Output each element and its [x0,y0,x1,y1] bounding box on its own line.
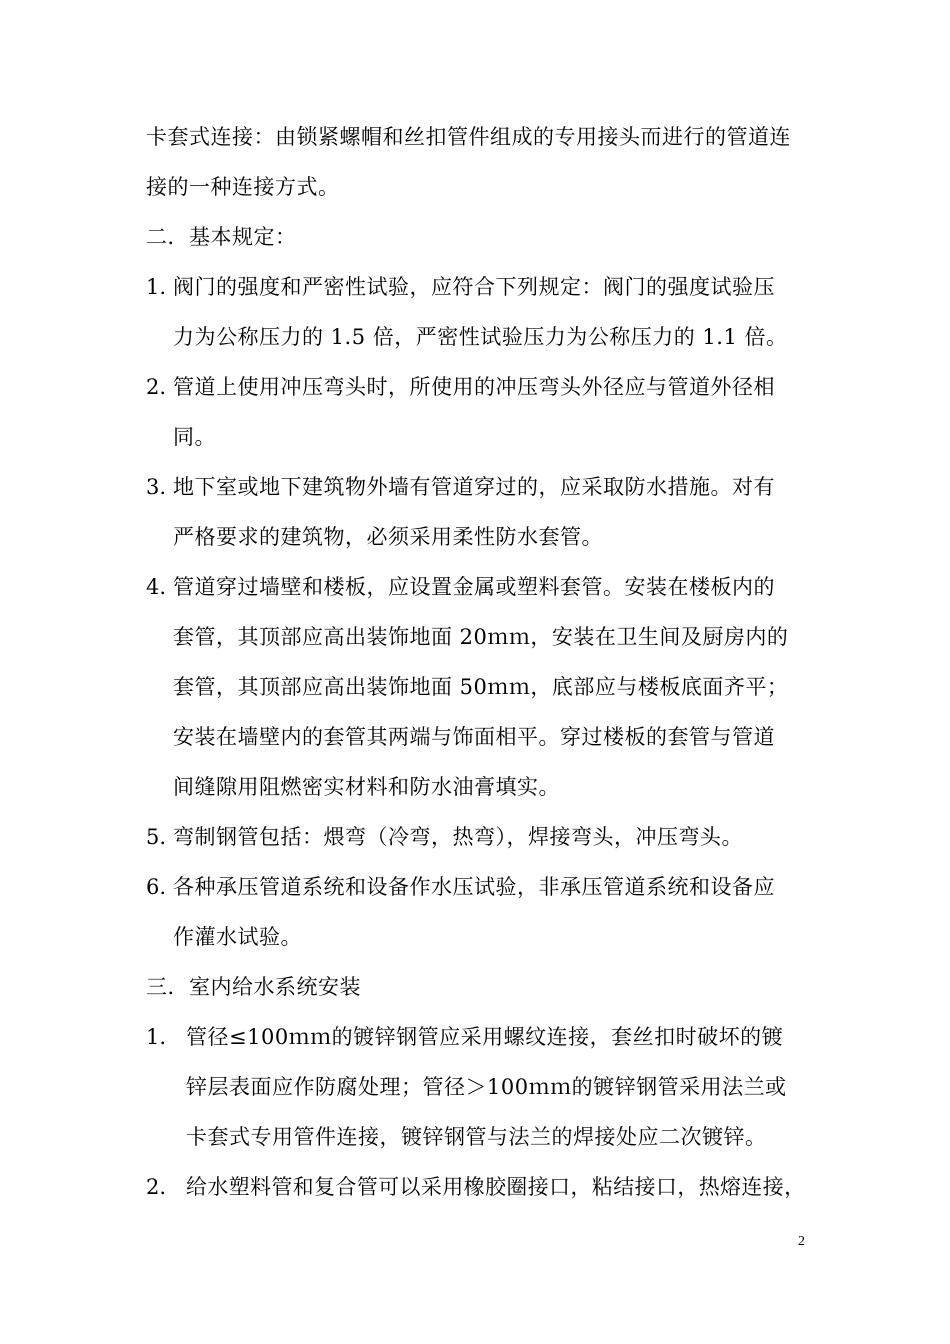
list-item-line: 卡套式专用管件连接，镀锌钢管与法兰的焊接处应二次镀锌。 [186,1125,767,1149]
list-item-line: 严格要求的建筑物，必须采用柔性防水套管。 [173,525,603,549]
list-number: 3. [146,475,167,499]
list-item-line: 管道上使用冲压弯头时，所使用的冲压弯头外径应与管道外径相 [173,375,775,399]
page-number: 2 [798,1234,805,1249]
list-item-line: 管道穿过墙壁和楼板，应设置金属或塑料套管。安装在楼板内的 [173,575,775,599]
section-heading-indoor-water-supply: 三．室内给水系统安装 [146,975,361,999]
list-number: 2. [146,375,167,399]
list-item-line: 安装在墙壁内的套管其两端与饰面相平。穿过楼板的套管与管道 [173,725,775,749]
list-item-line: 地下室或地下建筑物外墙有管道穿过的，应采取防水措施。对有 [173,475,775,499]
list-number: 5. [146,825,167,849]
list-item-line: 锌层表面应作防腐处理；管径＞100ｍｍ的镀锌钢管采用法兰或 [186,1075,787,1099]
list-number: 4. [146,575,167,599]
paragraph-line: 接的一种连接方式。 [146,175,340,199]
list-number: 1. [146,275,167,299]
list-number: 1. [146,1025,167,1049]
list-item-line: 给水塑料管和复合管可以采用橡胶圈接口，粘结接口，热熔连接， [186,1175,806,1199]
list-item-line: 阀门的强度和严密性试验，应符合下列规定：阀门的强度试验压 [173,275,775,299]
list-item-line: 管径≤100ｍｍ的镀锌钢管应采用螺纹连接，套丝扣时破坏的镀 [186,1025,784,1049]
list-item-line: 各种承压管道系统和设备作水压试验，非承压管道系统和设备应 [173,875,775,899]
list-item-line: 套管，其顶部应高出装饰地面 50ｍｍ，底部应与楼板底面齐平； [173,675,789,699]
list-item-line: 作灌水试验。 [173,925,302,949]
list-item-line: 力为公称压力的 1.5 倍，严密性试验压力为公称压力的 1.1 倍。 [173,325,788,349]
list-number: 6. [146,875,167,899]
paragraph-line: 卡套式连接：由锁紧螺帽和丝扣管件组成的专用接头而进行的管道连 [146,125,791,149]
list-item-line: 套管，其顶部应高出装饰地面 20ｍｍ，安装在卫生间及厨房内的 [173,625,789,649]
list-item-line: 弯制钢管包括：煨弯（冷弯，热弯），焊接弯头，冲压弯头。 [173,825,743,849]
list-item-line: 同。 [173,425,216,449]
list-number: 2. [146,1175,167,1199]
list-item-line: 间缝隙用阻燃密实材料和防水油膏填实。 [173,775,560,799]
section-heading-basic-rules: 二．基本规定： [146,225,297,249]
